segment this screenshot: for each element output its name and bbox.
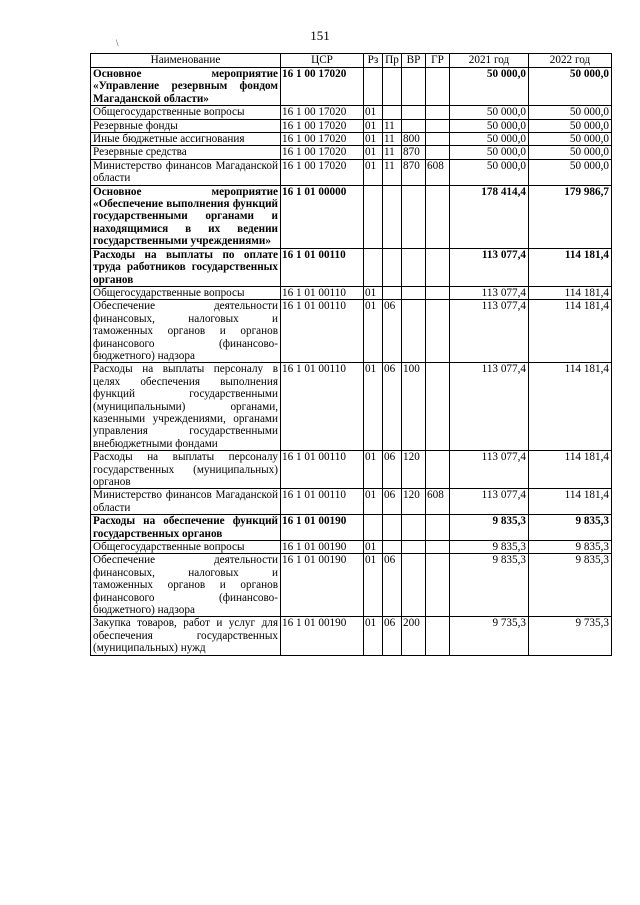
table-row [91,363,612,451]
row-pr-cell: 11 [383,146,402,159]
row-csr-cell: 16 1 01 00190 [281,617,364,655]
row-2022-cell: 114 181,4 [529,451,612,489]
row-csr-cell: 16 1 01 00110 [281,286,364,299]
row-pr-cell: 11 [383,133,402,146]
row-pr-cell: 06 [383,489,402,515]
row-2022-cell: 50 000,0 [529,68,612,106]
row-pr-cell: 06 [383,617,402,655]
row-2022-cell: 9 735,3 [529,617,612,655]
row-pr-cell: 06 [383,363,402,451]
table-row [91,133,612,146]
row-name-cell: Расходы на обеспечение функций государственных органов [91,515,281,541]
row-pr-cell: 11 [383,119,402,132]
row-vr-cell [402,554,426,617]
row-name-cell: Общегосударственные вопросы [91,286,281,299]
budget-table [90,53,612,656]
row-2021-cell: 113 077,4 [450,300,529,363]
table-row [91,489,612,515]
row-name-cell: Резервные средства [91,146,281,159]
row-csr-cell: 16 1 01 00110 [281,300,364,363]
row-pr-cell: 06 [383,451,402,489]
table-row [91,515,612,541]
row-2021-cell: 113 077,4 [450,286,529,299]
row-2021-cell: 50 000,0 [450,106,529,119]
row-2021-cell: 9 835,3 [450,554,529,617]
column-header-vr: ВР [402,54,426,68]
row-vr-cell [402,106,426,119]
row-rz-cell: 01 [364,146,383,159]
row-vr-cell: 870 [402,159,426,185]
row-vr-cell [402,300,426,363]
table-row [91,554,612,617]
table-row [91,617,612,655]
row-name-cell: Обеспечение деятельности финансовых, налоговых и таможенных органов и органов финансового (финансово-бюджетного) надзора [91,554,281,617]
row-2021-cell: 50 000,0 [450,119,529,132]
row-gr-cell [426,617,450,655]
row-gr-cell [426,119,450,132]
row-vr-cell [402,68,426,106]
row-vr-cell: 100 [402,363,426,451]
row-vr-cell [402,119,426,132]
row-2022-cell: 114 181,4 [529,300,612,363]
table-row [91,248,612,286]
row-2022-cell: 114 181,4 [529,248,612,286]
row-2022-cell: 9 835,3 [529,554,612,617]
row-name-cell: Общегосударственные вопросы [91,541,281,554]
scan-speck: \ [116,38,119,48]
row-gr-cell [426,68,450,106]
row-gr-cell [426,363,450,451]
table-body [91,68,612,656]
row-rz-cell: 01 [364,106,383,119]
table-row [91,185,612,248]
row-vr-cell: 200 [402,617,426,655]
table-row [91,541,612,554]
table-row [91,68,612,106]
row-2021-cell: 9 835,3 [450,515,529,541]
table-row [91,159,612,185]
row-pr-cell [383,106,402,119]
row-vr-cell: 870 [402,146,426,159]
row-rz-cell: 01 [364,133,383,146]
row-vr-cell [402,286,426,299]
row-csr-cell: 16 1 01 00110 [281,489,364,515]
row-csr-cell: 16 1 01 00190 [281,541,364,554]
row-2021-cell: 50 000,0 [450,133,529,146]
row-2022-cell: 114 181,4 [529,489,612,515]
table-row [91,451,612,489]
page-number: 151 [310,28,330,43]
row-rz-cell [364,515,383,541]
row-rz-cell [364,185,383,248]
table-row [91,119,612,132]
row-gr-cell [426,286,450,299]
row-gr-cell [426,300,450,363]
row-csr-cell: 16 1 01 00190 [281,515,364,541]
row-gr-cell [426,133,450,146]
column-header-2021: 2021 год [450,54,529,68]
row-csr-cell: 16 1 01 00000 [281,185,364,248]
row-name-cell: Министерство финансов Магаданской области [91,489,281,515]
row-gr-cell [426,541,450,554]
row-vr-cell [402,515,426,541]
row-rz-cell: 01 [364,159,383,185]
row-csr-cell: 16 1 00 17020 [281,146,364,159]
row-rz-cell [364,68,383,106]
row-vr-cell [402,185,426,248]
table-row [91,286,612,299]
row-rz-cell: 01 [364,300,383,363]
row-2022-cell: 179 986,7 [529,185,612,248]
row-pr-cell [383,185,402,248]
table-row [91,106,612,119]
row-gr-cell: 608 [426,489,450,515]
row-rz-cell: 01 [364,119,383,132]
row-csr-cell: 16 1 00 17020 [281,159,364,185]
row-2021-cell: 113 077,4 [450,248,529,286]
row-2022-cell: 9 835,3 [529,515,612,541]
row-rz-cell: 01 [364,286,383,299]
row-name-cell: Иные бюджетные ассигнования [91,133,281,146]
row-name-cell: Расходы на выплаты персоналу в целях обеспечения выполнения функций государственными (муниципальными) органами, казенными учреждениями, органами управления государственными внебюджетными фондами [91,363,281,451]
row-name-cell: Основное мероприятие «Управление резервным фондом Магаданской области» [91,68,281,106]
row-name-cell: Расходы на выплаты персоналу государственных (муниципальных) органов [91,451,281,489]
row-rz-cell: 01 [364,363,383,451]
row-gr-cell [426,185,450,248]
row-rz-cell: 01 [364,451,383,489]
row-2022-cell: 50 000,0 [529,159,612,185]
row-gr-cell [426,515,450,541]
row-2022-cell: 50 000,0 [529,133,612,146]
row-csr-cell: 16 1 01 00110 [281,363,364,451]
row-gr-cell [426,451,450,489]
row-name-cell: Обеспечение деятельности финансовых, налоговых и таможенных органов и органов финансового (финансово-бюджетного) надзора [91,300,281,363]
column-header-csr: ЦСР [281,54,364,68]
row-csr-cell: 16 1 01 00190 [281,554,364,617]
row-vr-cell: 120 [402,451,426,489]
row-2021-cell: 9 835,3 [450,541,529,554]
row-csr-cell: 16 1 00 17020 [281,119,364,132]
row-2021-cell: 50 000,0 [450,68,529,106]
row-name-cell: Министерство финансов Магаданской области [91,159,281,185]
row-gr-cell [426,106,450,119]
row-rz-cell: 01 [364,541,383,554]
table-header-row [91,54,612,68]
row-gr-cell: 608 [426,159,450,185]
row-2022-cell: 50 000,0 [529,119,612,132]
row-2021-cell: 9 735,3 [450,617,529,655]
row-vr-cell: 120 [402,489,426,515]
row-csr-cell: 16 1 01 00110 [281,451,364,489]
row-vr-cell [402,248,426,286]
row-vr-cell [402,541,426,554]
row-2021-cell: 50 000,0 [450,146,529,159]
row-rz-cell: 01 [364,617,383,655]
row-2021-cell: 178 414,4 [450,185,529,248]
row-csr-cell: 16 1 00 17020 [281,68,364,106]
row-2022-cell: 114 181,4 [529,286,612,299]
row-pr-cell: 06 [383,554,402,617]
row-csr-cell: 16 1 00 17020 [281,133,364,146]
column-header-pr: Пр [383,54,402,68]
row-name-cell: Закупка товаров, работ и услуг для обеспечения государственных (муниципальных) нужд [91,617,281,655]
row-pr-cell [383,541,402,554]
row-pr-cell: 11 [383,159,402,185]
row-2021-cell: 113 077,4 [450,363,529,451]
column-header-2022: 2022 год [529,54,612,68]
column-header-rz: Рз [364,54,383,68]
row-pr-cell [383,248,402,286]
row-2022-cell: 114 181,4 [529,363,612,451]
row-2021-cell: 113 077,4 [450,451,529,489]
row-name-cell: Резервные фонды [91,119,281,132]
row-gr-cell [426,248,450,286]
row-rz-cell: 01 [364,554,383,617]
column-header-name: Наименование [91,54,281,68]
row-name-cell: Основное мероприятие «Обеспечение выполнения функций государственными органами и находящимися в их ведении государственными учреждениями» [91,185,281,248]
row-2022-cell: 50 000,0 [529,146,612,159]
row-pr-cell [383,515,402,541]
row-2021-cell: 50 000,0 [450,159,529,185]
row-vr-cell: 800 [402,133,426,146]
row-pr-cell: 06 [383,300,402,363]
row-rz-cell [364,248,383,286]
row-gr-cell [426,554,450,617]
table-row [91,146,612,159]
row-name-cell: Общегосударственные вопросы [91,106,281,119]
column-header-gr: ГР [426,54,450,68]
row-csr-cell: 16 1 00 17020 [281,106,364,119]
row-gr-cell [426,146,450,159]
row-pr-cell [383,68,402,106]
row-rz-cell: 01 [364,489,383,515]
row-csr-cell: 16 1 01 00110 [281,248,364,286]
row-2021-cell: 113 077,4 [450,489,529,515]
row-pr-cell [383,286,402,299]
row-2022-cell: 50 000,0 [529,106,612,119]
table-row [91,300,612,363]
row-2022-cell: 9 835,3 [529,541,612,554]
row-name-cell: Расходы на выплаты по оплате труда работников государственных органов [91,248,281,286]
